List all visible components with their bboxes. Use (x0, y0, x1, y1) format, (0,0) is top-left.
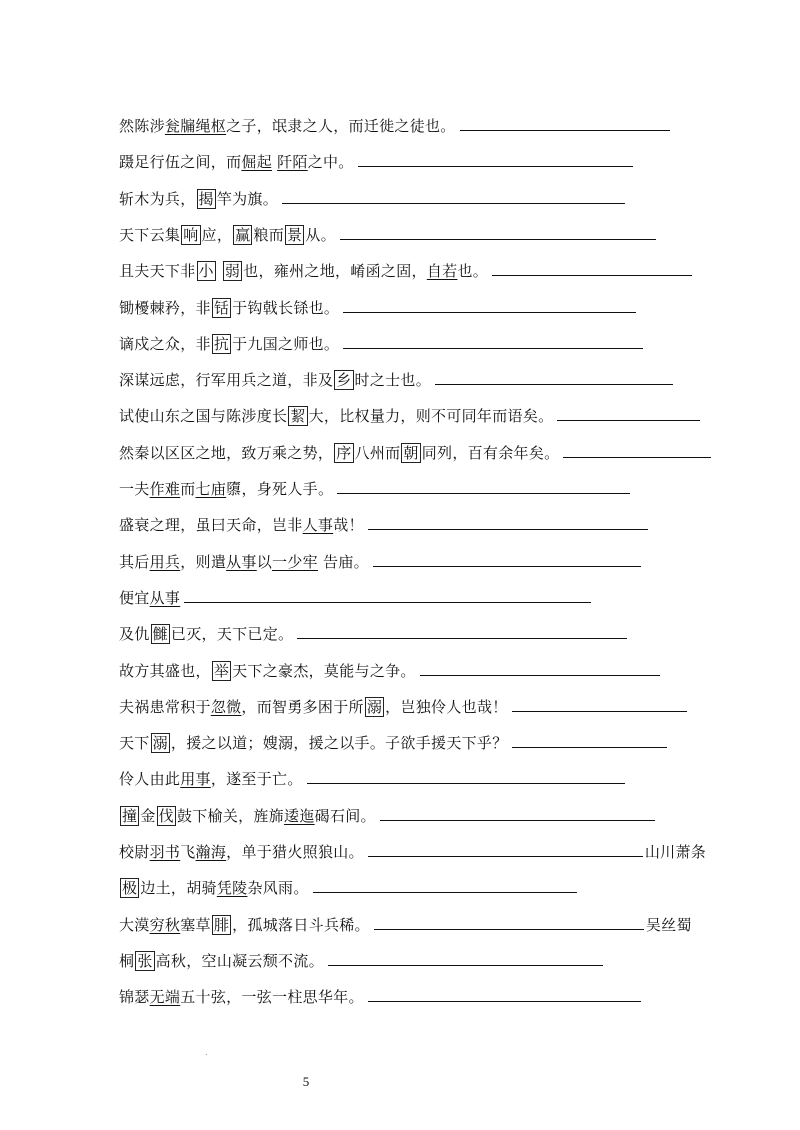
exercise-line (119, 985, 641, 1009)
sentence-text: 隳，身死人手。 (226, 480, 334, 498)
exercise-line (119, 949, 603, 973)
answer-blank[interactable] (184, 588, 591, 603)
sentence-text: 高秋，空山凝云颓不流。 (155, 952, 324, 970)
sentence-text: 便宜 (119, 589, 150, 607)
exercise-line (119, 332, 643, 356)
underlined-term: 逶迤 (284, 807, 315, 825)
sentence-text: 杂风雨。 (247, 879, 309, 897)
underlined-term: 瀚海 (195, 843, 227, 861)
boxed-character: 伐 (158, 807, 174, 825)
exercise-line (119, 731, 667, 755)
answer-blank[interactable] (373, 552, 641, 567)
continuation-text: 山川萧条 (644, 843, 707, 861)
answer-blank[interactable] (313, 878, 577, 893)
sentence-text: 五十弦，一弦一柱思华年。 (180, 988, 364, 1006)
answer-blank[interactable] (297, 624, 627, 639)
sentence-text: ，而智勇多困于所 (241, 698, 364, 716)
answer-blank[interactable] (374, 915, 644, 930)
boxed-character: 抗 (213, 335, 230, 353)
boxed-character: 序 (336, 444, 352, 462)
sentence-text: 大漠 (119, 916, 150, 934)
sentence-text: 哉！ (333, 516, 364, 534)
sentence-text: 其后 (119, 553, 150, 571)
underlined-term: 倔起 (241, 153, 273, 171)
sentence-text: 锦瑟 (119, 988, 150, 1006)
answer-blank[interactable] (368, 515, 648, 530)
answer-blank[interactable] (492, 261, 692, 276)
answer-blank[interactable] (557, 406, 700, 421)
sentence-text: 谪戍之众，非 (119, 335, 211, 353)
exercise-line (119, 296, 636, 320)
answer-blank[interactable] (380, 806, 655, 821)
boxed-character: 雠 (152, 625, 168, 643)
exercise-line (119, 150, 633, 174)
underlined-term: 阡陌 (277, 153, 308, 171)
answer-blank[interactable] (343, 298, 636, 313)
underlined-term: 穷秋 (149, 916, 181, 934)
sentence-text: 天下 (119, 734, 150, 752)
answer-blank[interactable] (307, 769, 625, 784)
exercise-line (119, 114, 670, 138)
sentence-text: 及仇 (119, 625, 150, 643)
sentence-text: ，孤城落日斗兵稀。 (232, 916, 370, 934)
boxed-character: 腓 (213, 916, 230, 934)
answer-blank[interactable] (512, 733, 667, 748)
sentence-text: 八州而 (354, 444, 401, 462)
sentence-text: 飞 (180, 843, 196, 861)
sentence-text: 且夫天下非 (119, 262, 196, 280)
boxed-character: 小 (198, 262, 214, 280)
sentence-text: 从。 (305, 226, 336, 244)
exercise-line (119, 441, 711, 465)
sentence-text: 大，比权量力，则不可同年而语矣。 (308, 407, 554, 425)
underlined-term: 从事 (149, 589, 181, 607)
sentence-text: 也。 (457, 262, 489, 280)
sentence-text: 之子，氓隶之人，而迁徙之徒也。 (226, 117, 456, 135)
exercise-line (119, 695, 687, 719)
sentence-text: 粮而 (253, 226, 285, 244)
sentence-text: 故方其盛也， (119, 662, 211, 680)
sentence-text: 夫祸患常积于 (119, 698, 211, 716)
sentence-text: ，则遣 (180, 553, 227, 571)
answer-blank[interactable] (563, 443, 711, 458)
sentence-text: 深谋远虑，行军用兵之道，非及 (119, 371, 334, 389)
continuation-text: 吴丝蜀 (645, 916, 692, 934)
sentence-text: 边土，胡骑 (140, 879, 217, 897)
exercise-line (119, 187, 625, 211)
answer-blank[interactable] (368, 987, 641, 1002)
underlined-term: 凭陵 (216, 879, 248, 897)
sentence-text: 应， (201, 226, 233, 244)
sentence-text: 一夫 (119, 480, 150, 498)
answer-blank[interactable] (343, 334, 643, 349)
exercise-line (119, 404, 700, 428)
sentence-text: 也，雍州之地，崤函之固， (243, 262, 427, 280)
underlined-term: 忽微 (210, 698, 242, 716)
exercise-line (119, 586, 591, 610)
exercise-line (119, 840, 706, 864)
sentence-text: 伶人由此 (119, 770, 181, 788)
sentence-text: 于九国之师也。 (232, 335, 340, 353)
sentence-text: 碣石间。 (314, 807, 376, 825)
underlined-term: 羽书 (149, 843, 181, 861)
boxed-character: 弱 (224, 262, 241, 280)
exercise-line (119, 550, 641, 574)
underlined-term: 用兵 (149, 553, 181, 571)
sentence-text: 斩木为兵， (119, 190, 196, 208)
underlined-term: 无端 (149, 988, 181, 1006)
underlined-term: 从事 (226, 553, 257, 571)
underlined-term: 自若 (426, 262, 458, 280)
boxed-character: 响 (183, 226, 199, 244)
sentence-text: 于钩戟长铩也。 (232, 299, 340, 317)
sentence-text: 鼓下榆关，旌旆 (176, 807, 285, 825)
answer-blank[interactable] (282, 189, 625, 204)
answer-blank[interactable] (420, 661, 660, 676)
exercise-line (119, 767, 625, 791)
sentence-text: ，援之以道；嫂溺，援之以手。子欲手援天下乎？ (170, 734, 508, 752)
exercise-line (119, 223, 656, 247)
exercise-line (119, 477, 630, 501)
boxed-character: 张 (137, 952, 153, 970)
stray-dot: . (205, 1048, 208, 1057)
boxed-character: 乡 (336, 371, 352, 389)
answer-blank[interactable] (337, 479, 630, 494)
sentence-text: 告庙。 (317, 553, 369, 571)
boxed-character: 举 (213, 662, 230, 680)
sentence-text: 而 (180, 480, 196, 498)
boxed-character: 赢 (235, 226, 251, 244)
boxed-character: 絜 (290, 407, 306, 425)
answer-blank[interactable] (368, 842, 643, 857)
sentence-text: 金 (140, 807, 156, 825)
page-number: 5 (302, 1074, 310, 1089)
answer-blank[interactable] (460, 116, 670, 131)
sentence-text: 以 (256, 553, 273, 571)
sentence-text: 桐 (119, 952, 135, 970)
sentence-text: 同列，百有余年矣。 (421, 444, 560, 462)
underlined-term: 七庙 (195, 480, 227, 498)
sentence-text: ，单于猎火照狼山。 (226, 843, 364, 861)
exercise-line (119, 368, 673, 392)
boxed-character: 撞 (122, 807, 138, 825)
answer-blank[interactable] (340, 225, 656, 240)
sentence-text: 塞草 (180, 916, 211, 934)
answer-blank[interactable] (358, 152, 633, 167)
exercise-line (119, 513, 648, 537)
sentence-text: 竿为旗。 (216, 190, 279, 208)
boxed-character: 溺 (152, 734, 168, 752)
answer-blank[interactable] (435, 370, 673, 385)
sentence-text: 天下云集 (119, 226, 181, 244)
underlined-term: 用事 (180, 770, 211, 788)
sentence-text: ，遂至于亡。 (210, 770, 303, 788)
boxed-character: 揭 (198, 190, 214, 208)
sentence-text: 校尉 (119, 843, 150, 861)
sentence-text: 然秦以区区之地，致万乘之势， (119, 444, 334, 462)
boxed-character: 溺 (366, 698, 383, 716)
sentence-text: 试使山东之国与陈涉度长 (119, 407, 288, 425)
underlined-term: 人事 (302, 516, 334, 534)
sentence-text: ，岂独伶人也哉！ (385, 698, 508, 716)
boxed-character: 景 (287, 226, 303, 244)
underlined-term: 作难 (149, 480, 181, 498)
sentence-text: 已灭，天下已定。 (170, 625, 294, 643)
sentence-text (217, 262, 222, 280)
answer-blank[interactable] (328, 951, 603, 966)
boxed-character: 朝 (403, 444, 419, 462)
exercise-line (119, 876, 577, 900)
sentence-text: 然陈涉 (119, 117, 165, 135)
sentence-text: 蹑足行伍之间，而 (119, 153, 242, 171)
answer-blank[interactable] (512, 697, 687, 712)
sentence-text: 天下之豪杰，莫能与之争。 (232, 662, 416, 680)
sentence-text: 盛衰之理，虽曰天命，岂非 (119, 516, 303, 534)
sentence-text: 之中。 (307, 153, 354, 171)
exercise-line (119, 622, 627, 646)
boxed-character: 极 (122, 879, 138, 897)
exercise-line (119, 804, 655, 828)
sentence-text: 锄櫌棘矜，非 (119, 299, 211, 317)
underlined-term: 瓮牖绳枢 (164, 117, 227, 135)
boxed-character: 铦 (213, 299, 230, 317)
sentence-text: 时之士也。 (354, 371, 432, 389)
exercise-line (119, 259, 692, 283)
exercise-line (119, 659, 660, 683)
underlined-term: 一少牢 (272, 553, 318, 571)
exercise-line (119, 913, 692, 937)
